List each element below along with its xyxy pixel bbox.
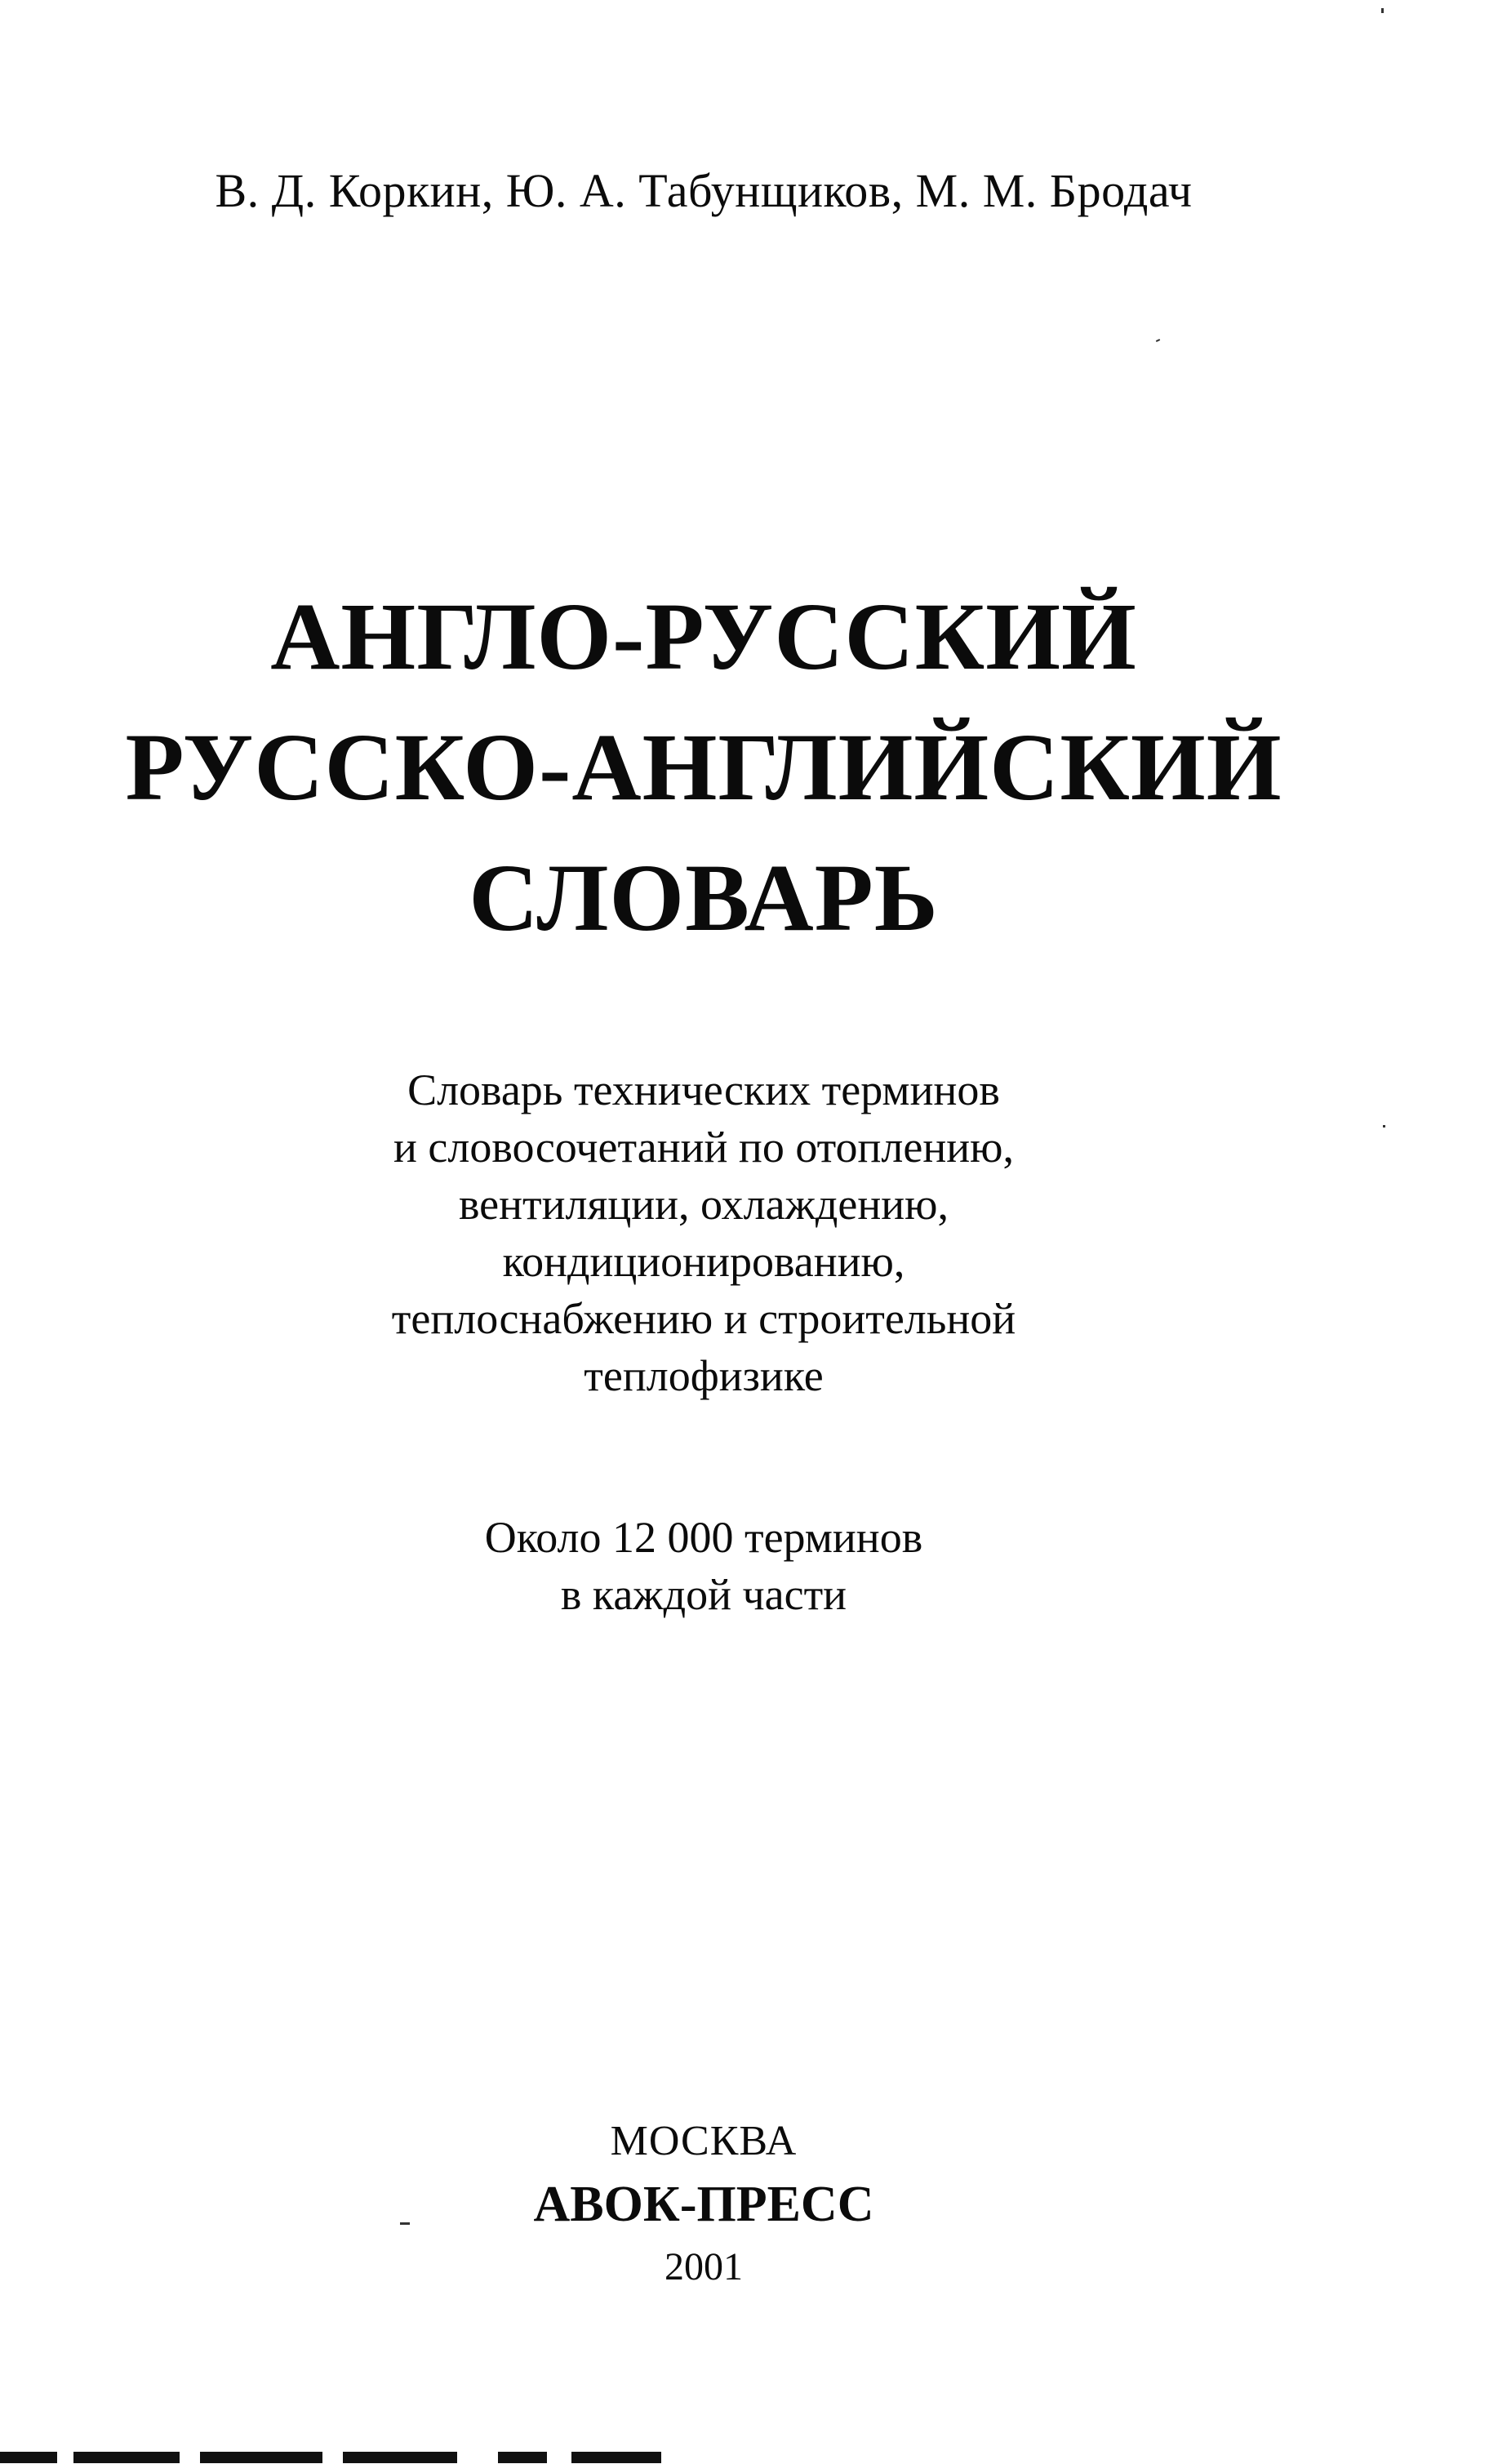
imprint xyxy=(0,2113,1407,2296)
scan-speck xyxy=(400,2222,410,2225)
subtitle-line-4: кондиционированию, xyxy=(502,1237,905,1286)
book-title xyxy=(0,572,1407,963)
imprint-year: 2001 xyxy=(664,2245,743,2288)
authors-line: В. Д. Коркин, Ю. А. Табунщиков, М. М. Бродач xyxy=(215,164,1193,217)
subtitle-line-3: вентиляции, охлаждению, xyxy=(459,1180,949,1229)
next-page-bleed xyxy=(0,2437,1489,2464)
term-count xyxy=(0,1509,1407,1623)
scan-speck xyxy=(571,2452,661,2463)
scan-speck xyxy=(498,2452,547,2463)
subtitle-line-5: теплоснабжению и строительной xyxy=(391,1294,1016,1343)
term-count-line-1: Около 12 000 терминов xyxy=(484,1513,923,1562)
subtitle-line-2: и словосочетаний по отоплению, xyxy=(393,1123,1014,1172)
subtitle-line-6: теплофизике xyxy=(584,1351,824,1400)
imprint-publisher: АВОК-ПРЕСС xyxy=(533,2177,874,2232)
book-title-line-3: СЛОВАРЬ xyxy=(469,844,939,951)
subtitle-line-1: Словарь технических терминов xyxy=(407,1065,1000,1114)
scan-speck xyxy=(0,2452,57,2463)
scan-speck xyxy=(1383,1125,1385,1127)
scan-speck xyxy=(200,2452,322,2463)
book-title-line-1: АНГЛО-РУССКИЙ xyxy=(270,583,1137,690)
scan-speck xyxy=(73,2452,180,2463)
scan-speck xyxy=(1381,8,1384,13)
term-count-line-2: в каждой части xyxy=(560,1570,847,1619)
scan-speck xyxy=(1156,339,1160,342)
imprint-city: МОСКВА xyxy=(610,2118,798,2164)
scan-speck xyxy=(343,2452,457,2463)
book-title-line-2: РУССКО-АНГЛИЙСКИЙ xyxy=(125,714,1282,821)
book-subtitle xyxy=(0,1061,1407,1404)
